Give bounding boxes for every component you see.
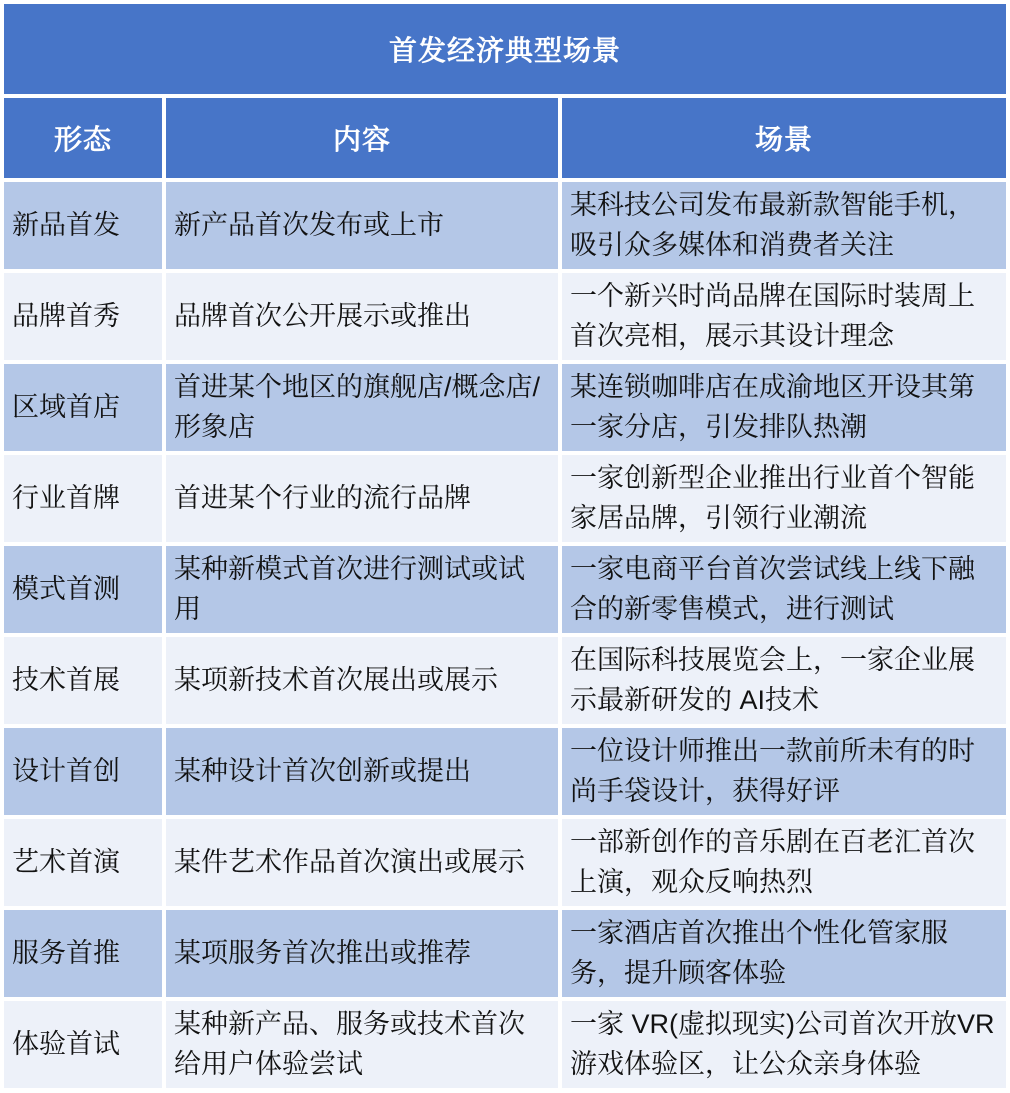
row-scene-cell: 一家电商平台首次尝试线上线下融合的新零售模式，进行测试	[562, 546, 1006, 633]
table-row	[4, 182, 1006, 269]
row-content-cell: 某项服务首次推出或推荐	[166, 910, 558, 997]
row-scene-cell: 某连锁咖啡店在成渝地区开设其第一家分店，引发排队热潮	[562, 364, 1006, 451]
row-scene-cell: 在国际科技展览会上，一家企业展示最新研发的 AI技术	[562, 637, 1006, 724]
row-content-cell: 新产品首次发布或上市	[166, 182, 558, 269]
row-form-cell: 新品首发	[4, 182, 162, 269]
row-scene-cell: 一个新兴时尚品牌在国际时装周上首次亮相，展示其设计理念	[562, 273, 1006, 360]
table-row	[4, 910, 1006, 997]
column-header-content: 内容	[166, 98, 558, 178]
table-row	[4, 1001, 1006, 1088]
row-content-cell: 首进某个地区的旗舰店/概念店/形象店	[166, 364, 558, 451]
table-title-row	[4, 4, 1006, 94]
table-row	[4, 364, 1006, 451]
row-form-cell: 艺术首演	[4, 819, 162, 906]
table-header-row	[4, 98, 1006, 178]
table-body	[4, 182, 1006, 1088]
table-row	[4, 455, 1006, 542]
row-content-cell: 某种新模式首次进行测试或试用	[166, 546, 558, 633]
row-scene-cell: 一部新创作的音乐剧在百老汇首次上演，观众反响热烈	[562, 819, 1006, 906]
row-content-cell: 某项新技术首次展出或展示	[166, 637, 558, 724]
row-scene-cell: 一家 VR(虚拟现实)公司首次开放VR游戏体验区，让公众亲身体验	[562, 1001, 1006, 1088]
column-header-scene: 场景	[562, 98, 1006, 178]
table-row	[4, 819, 1006, 906]
row-content-cell: 某种新产品、服务或技术首次给用户体验尝试	[166, 1001, 558, 1088]
row-form-cell: 体验首试	[4, 1001, 162, 1088]
row-form-cell: 技术首展	[4, 637, 162, 724]
row-scene-cell: 某科技公司发布最新款智能手机，吸引众多媒体和消费者关注	[562, 182, 1006, 269]
row-form-cell: 品牌首秀	[4, 273, 162, 360]
column-header-form: 形态	[4, 98, 162, 178]
table-row	[4, 637, 1006, 724]
row-form-cell: 服务首推	[4, 910, 162, 997]
row-scene-cell: 一家创新型企业推出行业首个智能家居品牌，引领行业潮流	[562, 455, 1006, 542]
row-scene-cell: 一位设计师推出一款前所未有的时尚手袋设计，获得好评	[562, 728, 1006, 815]
table-row	[4, 728, 1006, 815]
row-content-cell: 某件艺术作品首次演出或展示	[166, 819, 558, 906]
row-content-cell: 首进某个行业的流行品牌	[166, 455, 558, 542]
row-form-cell: 行业首牌	[4, 455, 162, 542]
row-content-cell: 某种设计首次创新或提出	[166, 728, 558, 815]
row-content-cell: 品牌首次公开展示或推出	[166, 273, 558, 360]
row-form-cell: 区域首店	[4, 364, 162, 451]
row-form-cell: 设计首创	[4, 728, 162, 815]
table-row	[4, 546, 1006, 633]
table-title: 首发经济典型场景	[4, 4, 1006, 94]
row-scene-cell: 一家酒店首次推出个性化管家服务，提升顾客体验	[562, 910, 1006, 997]
table-row	[4, 273, 1006, 360]
row-form-cell: 模式首测	[4, 546, 162, 633]
